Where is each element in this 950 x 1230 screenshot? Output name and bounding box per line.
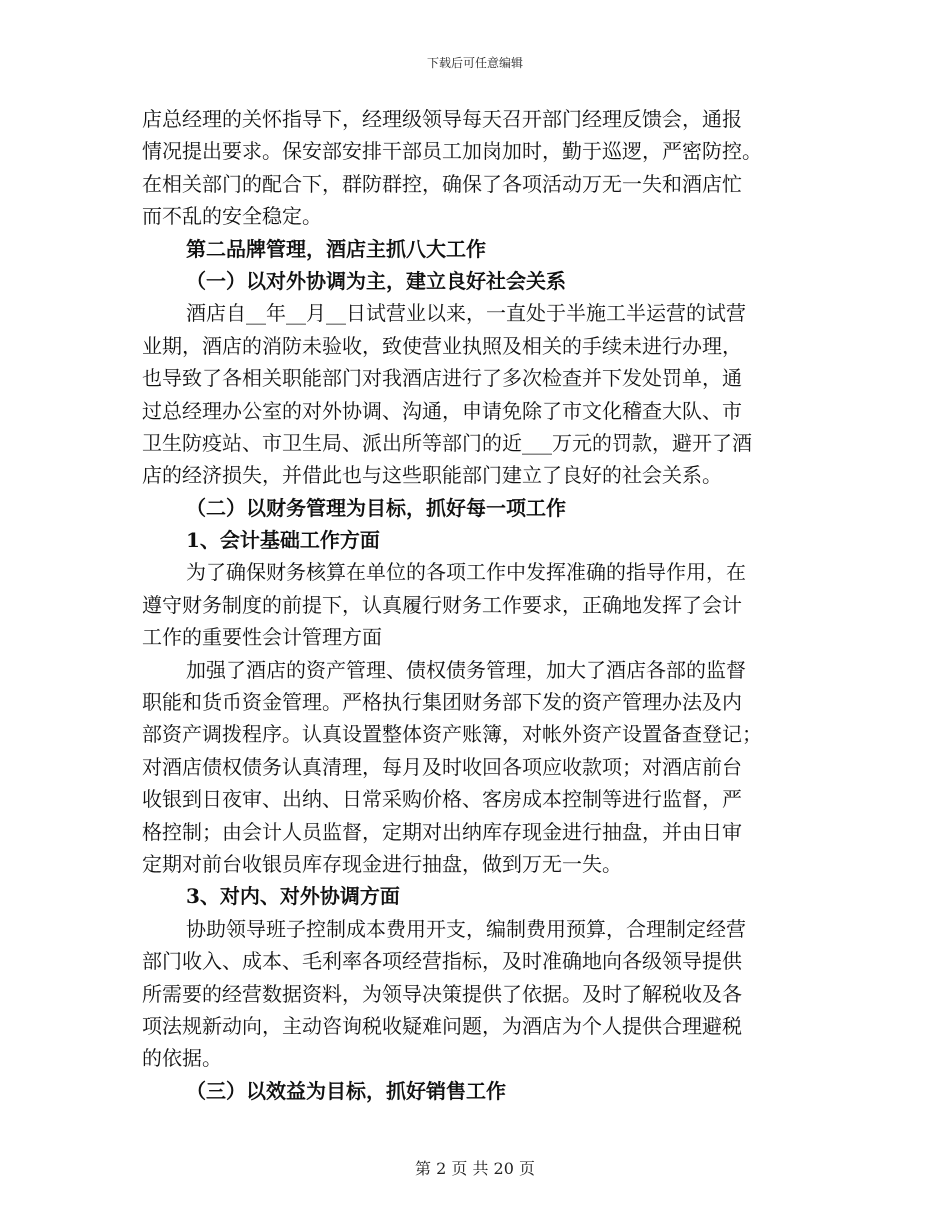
text-line: 店总经理的关怀指导下，经理级领导每天召开部门经理反馈会，通报 xyxy=(142,107,742,131)
section-heading: （一）以对外协调为主，建立良好社会关系 xyxy=(186,268,566,293)
section-heading: 1、会计基础工作方面 xyxy=(186,528,380,553)
document-body xyxy=(142,103,812,1107)
text-line: 部资产调拨程序。认真设置整体资产账簿，对帐外资产设置备查登记； xyxy=(142,722,762,747)
section-heading: 3、对内、对外协调方面 xyxy=(186,884,400,909)
page-header: 下载后可任意编辑 xyxy=(426,56,523,70)
text-line: 加强了酒店的资产管理、债权债务管理，加大了酒店各部的监督 xyxy=(186,657,746,682)
text-line: 定期对前台收银员库存现金进行抽盘，做到万无一失。 xyxy=(142,851,622,876)
text-line: 协助领导班子控制成本费用开支，编制费用预算，合理制定经营 xyxy=(186,916,746,941)
text-line: 在相关部门的配合下，群防群控，确保了各项活动万无一失和酒店忙 xyxy=(142,171,742,196)
text-line: 而不乱的安全稳定。 xyxy=(142,204,322,229)
section-heading: 第二品牌管理，酒店主抓八大工作 xyxy=(186,236,486,261)
text-line: 格控制；由会计人员监督，定期对出纳库存现金进行抽盘，并由日审 xyxy=(142,819,742,844)
text-line: 工作的重要性会计管理方面 xyxy=(142,625,382,650)
text-line: 遵守财务制度的前提下，认真履行财务工作要求，正确地发挥了会计 xyxy=(142,592,742,617)
text-line: 所需要的经营数据资料，为领导决策提供了依据。及时了解税收及各 xyxy=(142,981,742,1006)
text-line: 职能和货币资金管理。严格执行集团财务部下发的资产管理办法及内 xyxy=(142,690,742,715)
text-line: 部门收入、成本、毛利率各项经营指标，及时准确地向各级领导提供 xyxy=(142,949,742,974)
text-line: 也导致了各相关职能部门对我酒店进行了多次检查并下发处罚单，通 xyxy=(142,366,742,391)
text-line: 过总经理办公室的对外协调、沟通，申请免除了市文化稽查大队、市 xyxy=(142,398,742,423)
section-heading: （二）以财务管理为目标，抓好每一项工作 xyxy=(186,495,566,520)
page-footer: 第 2 页 共 20 页 xyxy=(415,1159,535,1178)
text-line: 的依据。 xyxy=(142,1046,222,1071)
text-line: 卫生防疫站、市卫生局、派出所等部门的近___万元的罚款，避开了酒 xyxy=(142,430,752,455)
text-line: 对酒店债权债务认真清理，每月及时收回各项应收款项；对酒店前台 xyxy=(142,754,742,779)
text-line: 项法规新动向，主动咨询税收疑难问题，为酒店为个人提供合理避税 xyxy=(142,1013,742,1038)
section-heading: （三）以效益为目标，抓好销售工作 xyxy=(186,1078,506,1103)
text-line: 为了确保财务核算在单位的各项工作中发挥准确的指导作用，在 xyxy=(186,560,746,585)
text-line: 酒店自__年__月__日试营业以来，一直处于半施工半运营的试营 xyxy=(186,301,746,326)
text-line: 收银到日夜审、出纳、日常采购价格、客房成本控制等进行监督，严 xyxy=(142,787,742,812)
text-line: 业期，酒店的消防未验收，致使营业执照及相关的手续未进行办理， xyxy=(142,333,742,358)
text-line: 情况提出要求。保安部安排干部员工加岗加时，勤于巡逻，严密防控。 xyxy=(142,139,762,164)
text-line: 店的经济损失，并借此也与这些职能部门建立了良好的社会关系。 xyxy=(142,463,722,488)
